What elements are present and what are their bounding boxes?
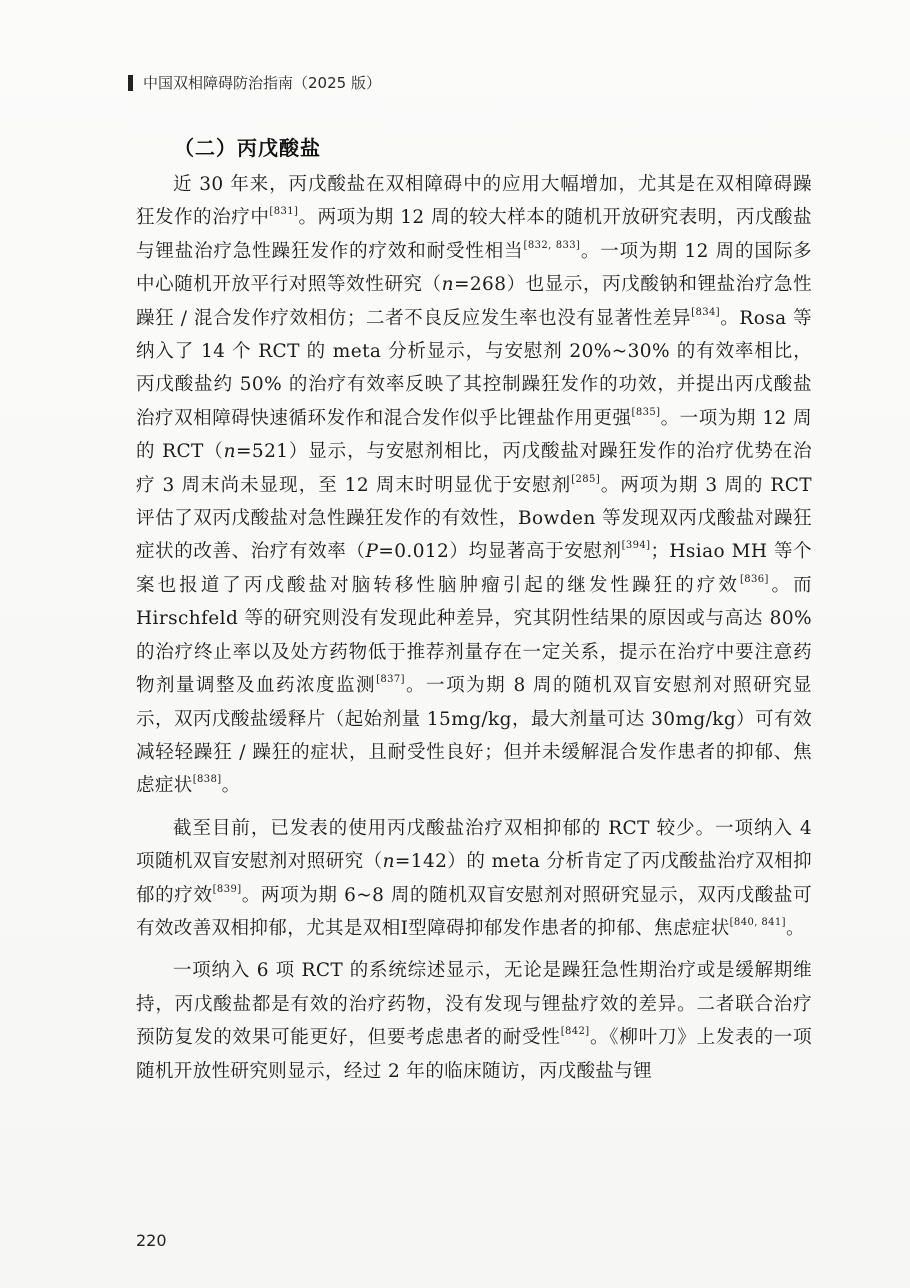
text-run: =268）也显示，丙戊酸钠和锂盐治疗急性躁狂 / 混合发作疗效相仿；二者不良反应发生率也没有显著性差异 xyxy=(136,274,812,329)
stat-symbol: n xyxy=(382,851,395,873)
text-run: 一项纳入 6 项 RCT 的系统综述显示，无论是躁狂急性期治疗或是缓解期维持，丙戊酸盐都是有效的治疗药物，没有发现与锂盐疗效的差异。二者联合治疗预防复发的效果可能更好，但要考虑患者的耐受性 xyxy=(136,960,812,1049)
citation-ref: [394] xyxy=(621,540,651,552)
body-text xyxy=(136,168,812,1097)
text-run: 。两项为期 3 周的 RCT 评估了双丙戊酸盐对急性躁狂发作的有效性，Bowden 等发现双丙戊酸盐对躁狂症状的改善、治疗有效率（ xyxy=(136,474,812,563)
text-run: 截至目前，已发表的使用丙戊酸盐治疗双相抑郁的 RCT 较少。一项纳入 4 项随机双盲安慰剂对照研究（ xyxy=(136,817,812,873)
stat-symbol: n xyxy=(223,441,236,463)
citation-ref: [837] xyxy=(376,674,405,686)
text-run: 。Rosa 等纳入了 14 个 RCT 的 meta 分析显示，与安慰剂 20%~30% 的有效率相比，丙戊酸盐约 50% 的治疗有效率反映了其控制躁狂发作的功效，并提出丙戊酸盐治疗双相障碍快速循环发作和混合发作似乎比锂盐作用更强 xyxy=(136,307,812,429)
text-run: 。一项为期 12 周的国际多中心随机开放平行对照等效性研究（ xyxy=(136,240,812,296)
text-run: 。而 Hirschfeld 等的研究则没有发现此种差异，究其阴性结果的原因或与高达 80% 的治疗终止率以及处方药物低于推荐剂量存在一定关系，提示在治疗中要注意药物剂量调整及血药浓度监测 xyxy=(136,574,812,697)
stat-symbol: P xyxy=(365,541,379,563)
running-header xyxy=(128,72,381,93)
stat-symbol: n xyxy=(441,274,454,296)
text-run: 。两项为期 12 周的较大样本的随机开放研究表明，丙戊酸盐与锂盐治疗急性躁狂发作的疗效和耐受性相当 xyxy=(136,207,812,262)
running-title: 中国双相障碍防治指南（2025 版） xyxy=(143,74,381,92)
text-run: 。《柳叶刀》上发表的一项随机开放性研究则显示，经过 2 年的临床随访，丙戊酸盐与锂 xyxy=(136,1027,812,1082)
citation-ref: [836] xyxy=(739,573,769,585)
text-run: 。一项为期 8 周的随机双盲安慰剂对照研究显示，双丙戊酸盐缓释片（起始剂量 15mg/kg，最大剂量可达 30mg/kg）可有效减轻轻躁狂 / 躁狂的症状，且耐受性良好；但并未缓解混合发作患者的抑郁、焦虑症状 xyxy=(136,675,812,797)
paragraph xyxy=(136,812,812,946)
citation-ref: [835] xyxy=(631,406,661,418)
page-number: 220 xyxy=(136,1231,167,1250)
text-run: =142）的 meta 分析肯定了丙戊酸盐治疗双相抑郁的疗效 xyxy=(136,851,812,906)
citation-ref: [840, 841] xyxy=(729,916,786,928)
text-run: 。一项为期 12 周的 RCT（ xyxy=(136,407,812,463)
paragraph xyxy=(136,954,812,1088)
text-run: =521）显示，与安慰剂相比，丙戊酸盐对躁狂发作的治疗优势在治疗 3 周末尚未显现，至 12 周末时明显优于安慰剂 xyxy=(136,441,812,496)
text-run: 。 xyxy=(785,917,805,939)
text-run: 。 xyxy=(221,775,241,797)
citation-ref: [839] xyxy=(212,883,242,895)
text-run: 。两项为期 6~8 周的随机双盲安慰剂对照研究显示，双丙戊酸盐可有效改善双相抑郁，尤其是双相Ⅰ型障碍抑郁发作患者的抑郁、焦虑症状 xyxy=(136,884,812,939)
citation-ref: [838] xyxy=(192,774,222,786)
citation-ref: [832, 833] xyxy=(523,239,581,251)
citation-ref: [831] xyxy=(269,206,299,218)
text-run: 近 30 年来，丙戊酸盐在双相障碍中的应用大幅增加，尤其是在双相障碍躁狂发作的治疗中 xyxy=(136,174,812,229)
text-run: =0.012）均显著高于安慰剂 xyxy=(378,541,622,563)
citation-ref: [842] xyxy=(560,1026,590,1038)
header-bar-mark xyxy=(128,75,133,91)
text-run: ；Hsiao MH 等个案也报道了丙戊酸盐对脑转移性脑肿瘤引起的继发性躁狂的疗效 xyxy=(136,541,812,596)
citation-ref: [285] xyxy=(571,473,601,485)
section-title: （二）丙戊酸盐 xyxy=(174,136,321,160)
citation-ref: [834] xyxy=(691,306,721,318)
paragraph xyxy=(136,168,812,803)
